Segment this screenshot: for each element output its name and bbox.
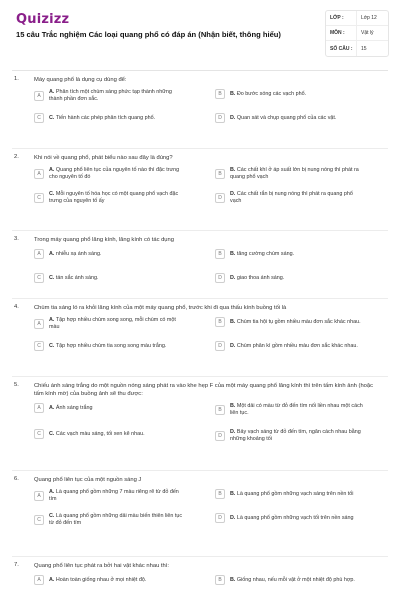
option-label: D. (230, 274, 236, 281)
option-label: C. (49, 114, 55, 121)
option-text (230, 275, 365, 282)
answer-option-c[interactable] (34, 113, 184, 123)
option-text (230, 115, 365, 122)
answer-option-c[interactable] (34, 513, 184, 527)
option-label: B. (230, 250, 236, 257)
option-body: Các vạch màu sáng, tối xen kẽ nhau. (55, 430, 145, 437)
option-letter-box: A (34, 403, 44, 413)
answer-option-a[interactable] (34, 317, 184, 331)
meta-label: MÔN : (330, 30, 345, 36)
option-label: D. (230, 342, 236, 349)
option-label: B. (230, 576, 236, 583)
option-letter-box: C (34, 341, 44, 351)
option-label: D. (230, 514, 236, 521)
option-body: giao thoa ánh sáng. (236, 274, 285, 281)
answer-option-c[interactable] (34, 429, 184, 439)
question-number: 4. (14, 304, 19, 310)
question-separator (12, 148, 388, 149)
header-divider (12, 70, 388, 71)
option-text (230, 191, 365, 205)
option-letter-box: B (215, 169, 225, 179)
question-separator (12, 298, 388, 299)
option-body: Phân tích một chùm sáng phức tạp thành những thành phần đơn sắc. (49, 89, 172, 102)
question-text: Quang phổ liên tục của một nguồn sáng J (34, 477, 142, 483)
option-body: Ánh sáng trắng (55, 404, 93, 411)
option-label: A. (49, 250, 55, 257)
option-text (230, 515, 365, 522)
option-letter-box: A (34, 249, 44, 259)
answer-option-c[interactable] (34, 341, 184, 351)
answer-option-b[interactable] (215, 575, 365, 585)
option-letter-box: B (215, 89, 225, 99)
option-body: nhiễu xạ ánh sáng. (55, 250, 102, 257)
answer-option-b[interactable] (215, 317, 365, 327)
option-text (230, 403, 365, 417)
option-label: B. (230, 318, 236, 325)
option-letter-box: A (34, 491, 44, 501)
option-letter-box: A (34, 319, 44, 329)
option-text (230, 491, 365, 498)
option-text (230, 251, 365, 258)
question-separator (12, 470, 388, 471)
option-letter-box: B (215, 317, 225, 327)
option-text (230, 167, 365, 181)
option-text (49, 89, 184, 103)
option-letter-box: B (215, 575, 225, 585)
option-text (49, 513, 184, 527)
answer-option-d[interactable] (215, 341, 365, 351)
meta-label: LỚP : (330, 15, 344, 21)
question-number: 2. (14, 154, 19, 160)
option-text (230, 319, 365, 326)
option-letter-box: D (215, 513, 225, 523)
answer-option-b[interactable] (215, 167, 365, 181)
quizizz-logo: Quizizz (16, 12, 70, 27)
option-label: B. (230, 167, 236, 173)
option-text (230, 429, 365, 443)
answer-option-d[interactable] (215, 191, 365, 205)
option-label: D. (230, 114, 236, 121)
option-letter-box: D (215, 273, 225, 283)
option-body: Một dải có màu từ đỏ đến tím nối liền nhau một cách liên tục. (230, 403, 363, 416)
option-text (49, 343, 184, 350)
option-label: A. (49, 489, 55, 495)
question-number: 6. (14, 476, 19, 482)
option-body: Quan sát và chụp quang phổ của các vật. (236, 114, 337, 121)
answer-option-d[interactable] (215, 273, 365, 283)
option-letter-box: D (215, 431, 225, 441)
option-label: C. (49, 342, 55, 349)
option-body: tăng cường chùm sáng. (236, 250, 295, 257)
option-letter-box: D (215, 341, 225, 351)
option-label: A. (49, 317, 55, 323)
meta-row-count (326, 41, 388, 56)
option-letter-box: A (34, 91, 44, 101)
option-text (230, 343, 365, 350)
option-label: A. (49, 89, 55, 95)
option-label: D. (230, 191, 236, 197)
question-7 (0, 562, 400, 600)
question-6 (0, 476, 400, 562)
option-body: Tiến hành các phép phân tích quang phổ. (55, 114, 156, 121)
question-separator (12, 556, 388, 557)
option-label: A. (49, 404, 55, 411)
option-letter-box: D (215, 113, 225, 123)
option-label: D. (230, 429, 236, 435)
meta-row-grade (326, 11, 388, 26)
option-letter-box: C (34, 273, 44, 283)
document-title: 15 câu Trắc nghiệm Các loại quang phổ có đáp án (Nhận biết, thông hiểu) (16, 30, 281, 39)
question-1 (0, 76, 400, 154)
option-letter-box: A (34, 575, 44, 585)
option-label: A. (49, 167, 55, 173)
answer-option-b[interactable] (215, 89, 365, 99)
option-label: C. (49, 274, 55, 281)
question-text: Chùm tia sáng ló ra khỏi lăng kính của một máy quang phổ, trước khi đi qua thấu kính buồng tối là (34, 305, 287, 311)
answer-option-b[interactable] (215, 249, 365, 259)
option-body: Mỗi nguyên tố hóa học có một quang phổ vạch đặc trưng của nguyên tố ấy (49, 191, 179, 204)
option-body: Là quang phổ gồm những dải màu biến thiên liên tục từ đỏ đến tím (49, 513, 183, 526)
option-text (49, 431, 184, 438)
meta-value: Lớp 12 (356, 11, 377, 25)
meta-value: 15 (356, 41, 367, 56)
question-text: Máy quang phổ là dụng cụ dùng để: (34, 77, 127, 83)
option-body: Các chất khí ở áp suất lớn bị nung nóng thì phát ra quang phổ vạch (230, 167, 359, 180)
question-separator (12, 376, 388, 377)
answer-option-a[interactable] (34, 489, 184, 503)
option-body: Quang phổ liên tục của nguyên tố nào thì đặc trưng cho nguyên tố đó (49, 167, 180, 180)
answer-option-d[interactable] (215, 113, 365, 123)
option-body: Các chất rắn bị nung nóng thì phát ra quang phổ vạch (230, 191, 353, 204)
answer-option-c[interactable] (34, 191, 184, 205)
option-text (49, 115, 184, 122)
document-header (0, 0, 400, 66)
option-label: C. (49, 430, 55, 437)
option-text (230, 91, 365, 98)
question-2 (0, 154, 400, 236)
option-letter-box: C (34, 515, 44, 525)
question-text: Quang phổ liên tục phát ra bởi hai vật khác nhau thì: (34, 563, 169, 569)
option-label: C. (49, 191, 55, 197)
option-body: Tập hợp nhiều chùm song song, mỗi chùm có một màu (49, 317, 176, 330)
option-label: A. (49, 576, 55, 583)
question-number: 1. (14, 76, 19, 82)
option-text (230, 577, 365, 584)
meta-info-box (325, 10, 389, 57)
question-5 (0, 382, 400, 476)
option-label: B. (230, 490, 236, 497)
option-text (49, 167, 184, 181)
answer-option-b[interactable] (215, 489, 365, 499)
option-text (49, 577, 184, 584)
question-4 (0, 304, 400, 382)
option-letter-box: B (215, 489, 225, 499)
question-number: 3. (14, 236, 19, 242)
option-body: Là quang phổ gồm những 7 màu riêng rẽ từ đỏ đến tím (49, 489, 179, 502)
answer-option-a[interactable] (34, 403, 184, 413)
answer-option-a[interactable] (34, 575, 184, 585)
answer-option-c[interactable] (34, 273, 184, 283)
option-text (49, 251, 184, 258)
option-body: Chùm phân kì gồm nhiều màu đơn sắc khác nhau. (236, 342, 358, 349)
option-label: C. (49, 513, 55, 519)
meta-row-subject (326, 26, 388, 41)
question-3 (0, 236, 400, 304)
option-letter-box: C (34, 193, 44, 203)
option-letter-box: D (215, 193, 225, 203)
question-number: 5. (14, 382, 19, 388)
answer-option-a[interactable] (34, 89, 184, 103)
question-text: Chiếu ánh sáng trắng do một nguồn nóng sáng phát ra vào khe hẹp F của một máy quang phổ lăng kính thì trên tấm kính ảnh (hoặc tấm kính mờ) của buồng ảnh sẽ thu được: (34, 383, 374, 397)
option-text (49, 489, 184, 503)
option-body: Giống nhau, nếu mỗi vật ở một nhiệt độ phù hợp. (236, 576, 355, 583)
answer-option-b[interactable] (215, 403, 365, 417)
option-text (49, 405, 184, 412)
option-letter-box: B (215, 249, 225, 259)
option-letter-box: B (215, 405, 225, 415)
option-body: Bảy vạch sáng từ đỏ đến tím, ngăn cách nhau bằng những khoảng tối (230, 429, 361, 442)
option-label: B. (230, 403, 236, 409)
option-body: Hoàn toàn giống nhau ở mọi nhiệt độ. (55, 576, 147, 583)
answer-option-a[interactable] (34, 249, 184, 259)
option-body: Đo bước sóng các vạch phổ. (236, 90, 307, 97)
question-separator (12, 230, 388, 231)
question-text: Trong máy quang phổ lăng kính, lăng kính có tác dụng (34, 237, 174, 243)
option-text (49, 275, 184, 282)
meta-label: SỐ CÂU : (330, 45, 353, 52)
option-body: Chùm tia hội tụ gồm nhiều màu đơn sắc khác nhau. (236, 318, 361, 325)
meta-value: Vật lý (356, 26, 374, 40)
option-letter-box: A (34, 169, 44, 179)
option-text (49, 317, 184, 331)
answer-option-a[interactable] (34, 167, 184, 181)
answer-option-d[interactable] (215, 513, 365, 523)
option-letter-box: C (34, 429, 44, 439)
question-number: 7. (14, 562, 19, 568)
option-letter-box: C (34, 113, 44, 123)
option-body: Là quang phổ gồm những vạch tối trên nền sáng (236, 514, 354, 521)
option-body: Là quang phổ gồm những vạch sáng trên nền tối (236, 490, 354, 497)
question-text: Khi nói về quang phổ, phát biểu nào sau đây là đúng? (34, 155, 173, 161)
option-body: Tập hợp nhiều chùm tia song song màu trắng. (55, 342, 167, 349)
option-text (49, 191, 184, 205)
answer-option-d[interactable] (215, 429, 365, 443)
option-label: B. (230, 90, 236, 97)
option-body: tán sắc ánh sáng. (55, 274, 99, 281)
